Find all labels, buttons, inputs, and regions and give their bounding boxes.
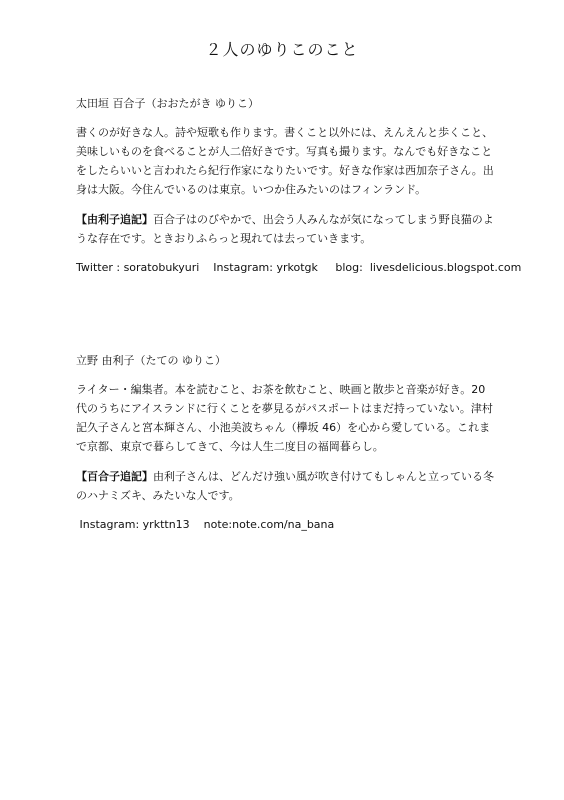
note-label: 【百合子追記】	[76, 470, 153, 483]
note-label: 【由利子追記】	[76, 213, 153, 226]
profile-links: Twitter : soratobukyuri Instagram: yrkotgk blog: livesdelicious.blogspot.com	[76, 261, 522, 274]
profile-note	[76, 467, 496, 505]
profile-section-ohtagaki	[76, 97, 522, 276]
profile-note	[76, 210, 496, 248]
profile-section-tateno	[76, 354, 496, 533]
page-title: ２人のゆりこのこと	[205, 40, 359, 59]
profile-bio: ライター・編集者。本を読むこと、お茶を飲むこと、映画と散歩と音楽が好き。20 代のうちにアイスランドに行くことを夢見るがパスポートはまだ持っていない。津村記久子さんと宮本輝さん、小池美波ちゃん（欅坂 46）を心から愛している。これまで京都、東京で暮らしてきて、今は人生二度目の福岡暮らし。	[76, 383, 493, 453]
note-text: 由利子さんは、どんだけ強い風が吹き付けてもしゃんと立っている冬のハナミズキ、みたいな人です。	[76, 470, 494, 502]
profile-name: 立野 由利子（たての ゆりこ）	[76, 354, 226, 367]
note-text: 百合子はのびやかで、出会う人みんなが気になってしまう野良猫のような存在です。ときおりふらっと現れては去っていきます。	[76, 213, 494, 245]
profile-bio: 書くのが好きな人。詩や短歌も作ります。書くこと以外には、えんえんと歩くこと、美味しいものを食べることが人二倍好きです。写真も撮ります。なんでも好きなことをしたらいいと言われたら紀行作家になりたいです。好きな作家は西加奈子さん。出身は大阪。今住んでいるのは東京。いつか住みたいのはフィンランド。	[76, 126, 494, 196]
profile-name: 太田垣 百合子（おおたがき ゆりこ）	[76, 97, 259, 110]
profile-links: Instagram: yrkttn13 note:note.com/na_bana	[76, 518, 335, 531]
